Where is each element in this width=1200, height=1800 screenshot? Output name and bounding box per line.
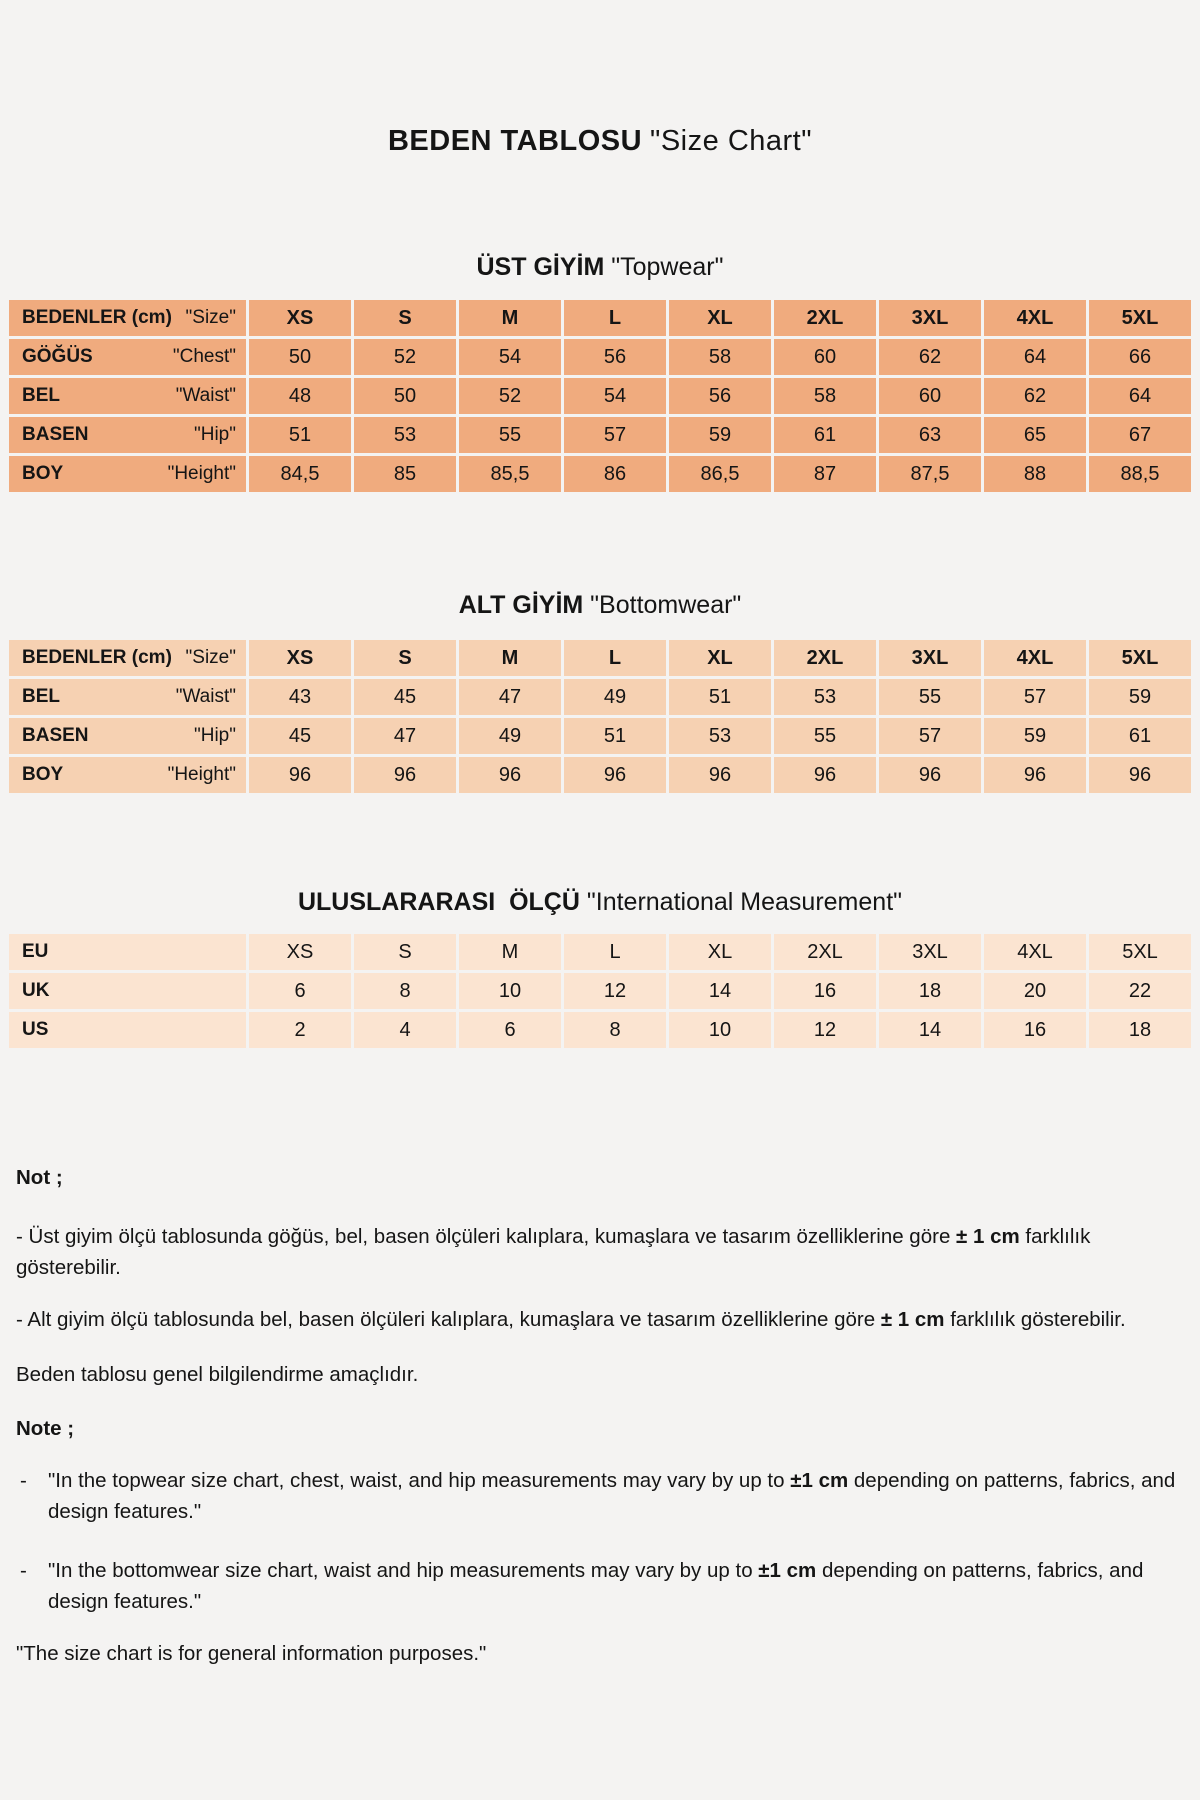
size-value-cell: L	[564, 640, 666, 676]
size-value-cell: 67	[1089, 417, 1191, 453]
size-value-cell: 45	[249, 718, 351, 754]
international-heading-turkish: ULUSLARARASI ÖLÇÜ	[297, 888, 580, 916]
general-purpose-note: "The size chart is for general information purposes."	[16, 1642, 487, 1665]
size-value-cell: 18	[879, 973, 981, 1009]
bullet-dash: -	[20, 1559, 27, 1582]
size-value-cell: 64	[1089, 378, 1191, 414]
size-value-cell: 96	[459, 757, 561, 793]
row-label-turkish: GÖĞÜS	[22, 346, 93, 367]
note-text-segment: "In the bottomwear size chart, waist and hip measurements may vary by up to	[48, 1559, 759, 1582]
size-value-cell: XL	[669, 934, 771, 970]
size-value-cell: 2XL	[774, 934, 876, 970]
row-label-english: "Size"	[185, 647, 236, 668]
size-value-cell: 14	[879, 1012, 981, 1048]
section-topwear	[0, 252, 1200, 492]
size-value-cell: 3XL	[879, 640, 981, 676]
section-bottomwear	[0, 590, 1200, 793]
size-value-cell: 48	[249, 378, 351, 414]
size-value-cell: 65	[984, 417, 1086, 453]
size-value-cell: 96	[354, 757, 456, 793]
size-value-cell: 96	[249, 757, 351, 793]
size-value-cell: 10	[669, 1012, 771, 1048]
size-value-cell: 8	[564, 1012, 666, 1048]
size-value-cell: 4XL	[984, 300, 1086, 336]
english-note-topwear	[16, 1465, 1184, 1527]
size-value-cell: 58	[669, 339, 771, 375]
size-value-cell: 59	[669, 417, 771, 453]
size-value-cell: 5XL	[1089, 300, 1191, 336]
size-value-cell: XS	[249, 934, 351, 970]
table-row	[9, 339, 1191, 375]
size-value-cell: 58	[774, 378, 876, 414]
size-value-cell: 2	[249, 1012, 351, 1048]
size-value-cell: 87,5	[879, 456, 981, 492]
size-value-cell: M	[459, 934, 561, 970]
row-label-cell	[9, 757, 246, 793]
size-value-cell: 66	[1089, 339, 1191, 375]
size-value-cell: 47	[354, 718, 456, 754]
size-value-cell: 10	[459, 973, 561, 1009]
size-value-cell: 43	[249, 679, 351, 715]
size-value-cell: 49	[459, 718, 561, 754]
table-row	[9, 679, 1191, 715]
row-label-turkish: UK	[22, 980, 50, 1001]
section-international	[0, 887, 1200, 1048]
size-value-cell: 64	[984, 339, 1086, 375]
row-label-english: "Hip"	[194, 725, 236, 746]
size-value-cell: 96	[564, 757, 666, 793]
size-value-cell: 86	[564, 456, 666, 492]
size-value-cell: 96	[984, 757, 1086, 793]
page-title	[0, 124, 1200, 158]
size-value-cell: 52	[354, 339, 456, 375]
row-label-cell	[9, 378, 246, 414]
row-label-english: "Height"	[167, 764, 236, 785]
row-label-turkish: BEDENLER (cm)	[22, 647, 172, 668]
turkish-note-topwear	[16, 1221, 1184, 1283]
size-value-cell: 53	[774, 679, 876, 715]
topwear-size-table	[9, 300, 1191, 492]
size-value-cell: 96	[879, 757, 981, 793]
size-value-cell: 51	[249, 417, 351, 453]
table-row	[9, 934, 1191, 970]
notes-section	[0, 1162, 1200, 1669]
size-value-cell: 61	[774, 417, 876, 453]
size-value-cell: 4	[354, 1012, 456, 1048]
size-value-cell: 16	[984, 1012, 1086, 1048]
size-value-cell: 45	[354, 679, 456, 715]
row-label-cell	[9, 300, 246, 336]
size-value-cell: 47	[459, 679, 561, 715]
size-value-cell: 88	[984, 456, 1086, 492]
size-value-cell: 12	[564, 973, 666, 1009]
row-label-english: "Waist"	[175, 385, 236, 406]
size-value-cell: 63	[879, 417, 981, 453]
note-text-segment: ± 1 cm	[880, 1308, 945, 1331]
row-label-cell	[9, 1012, 246, 1048]
topwear-heading	[0, 252, 1200, 282]
international-heading-english: "International Measurement"	[586, 888, 903, 916]
bottomwear-heading-english: "Bottomwear"	[590, 591, 742, 619]
size-value-cell: XL	[669, 300, 771, 336]
size-value-cell: 53	[669, 718, 771, 754]
english-note-bottomwear-text	[48, 1555, 1184, 1617]
size-value-cell: 62	[879, 339, 981, 375]
table-row	[9, 456, 1191, 492]
size-value-cell: 86,5	[669, 456, 771, 492]
row-label-turkish: BOY	[22, 764, 64, 785]
row-label-english: "Size"	[185, 307, 236, 328]
size-value-cell: 56	[669, 378, 771, 414]
table-row	[9, 417, 1191, 453]
size-value-cell: 2XL	[774, 640, 876, 676]
note-text-segment: ±1 cm	[758, 1559, 817, 1582]
row-label-english: "Height"	[167, 463, 236, 484]
row-label-cell	[9, 973, 246, 1009]
size-value-cell: 5XL	[1089, 934, 1191, 970]
turkish-note-bottomwear	[16, 1304, 1184, 1335]
size-value-cell: 96	[774, 757, 876, 793]
size-value-cell: 3XL	[879, 300, 981, 336]
size-value-cell: 62	[984, 378, 1086, 414]
size-value-cell: M	[459, 300, 561, 336]
size-value-cell: 2XL	[774, 300, 876, 336]
note-text-segment: farklılık gösterebilir.	[16, 1225, 1091, 1279]
size-value-cell: 54	[564, 378, 666, 414]
size-value-cell: 55	[459, 417, 561, 453]
size-value-cell: 61	[1089, 718, 1191, 754]
table-row	[9, 378, 1191, 414]
size-value-cell: S	[354, 934, 456, 970]
size-value-cell: 85	[354, 456, 456, 492]
size-value-cell: L	[564, 300, 666, 336]
size-value-cell: XL	[669, 640, 771, 676]
row-label-turkish: EU	[22, 941, 49, 962]
row-label-turkish: BEL	[22, 686, 60, 707]
size-value-cell: M	[459, 640, 561, 676]
size-value-cell: 87	[774, 456, 876, 492]
english-note-heading: Note ;	[16, 1417, 75, 1440]
size-value-cell: 59	[984, 718, 1086, 754]
size-value-cell: 84,5	[249, 456, 351, 492]
size-value-cell: 22	[1089, 973, 1191, 1009]
size-value-cell: 85,5	[459, 456, 561, 492]
heading-spacer	[580, 888, 587, 916]
note-text-segment: ±1 cm	[790, 1469, 849, 1492]
size-value-cell: 16	[774, 973, 876, 1009]
size-value-cell: XS	[249, 640, 351, 676]
size-value-cell: 55	[774, 718, 876, 754]
size-value-cell: 49	[564, 679, 666, 715]
row-label-turkish: BASEN	[22, 725, 89, 746]
table-row	[9, 718, 1191, 754]
size-value-cell: 18	[1089, 1012, 1191, 1048]
row-label-turkish: US	[22, 1019, 49, 1040]
bottomwear-heading-turkish: ALT GİYİM	[458, 591, 584, 619]
row-label-turkish: BASEN	[22, 424, 89, 445]
row-label-cell	[9, 718, 246, 754]
size-value-cell: 57	[984, 679, 1086, 715]
size-value-cell: 54	[459, 339, 561, 375]
size-value-cell: 52	[459, 378, 561, 414]
table-row	[9, 973, 1191, 1009]
table-row	[9, 1012, 1191, 1048]
note-text-segment: depending on patterns, fabrics, and design features."	[48, 1469, 1176, 1523]
size-value-cell: 50	[354, 378, 456, 414]
size-value-cell: 8	[354, 973, 456, 1009]
topwear-heading-turkish: ÜST GİYİM	[476, 253, 605, 281]
row-label-cell	[9, 934, 246, 970]
page-title-turkish: BEDEN TABLOSU	[387, 125, 643, 157]
size-value-cell: S	[354, 640, 456, 676]
bottomwear-size-table	[9, 640, 1191, 793]
size-value-cell: 6	[249, 973, 351, 1009]
size-value-cell: S	[354, 300, 456, 336]
row-label-cell	[9, 417, 246, 453]
size-value-cell: 50	[249, 339, 351, 375]
row-label-english: "Waist"	[175, 686, 236, 707]
row-label-english: "Hip"	[194, 424, 236, 445]
row-label-turkish: BOY	[22, 463, 64, 484]
note-text-segment: farklılık gösterebilir.	[944, 1308, 1126, 1331]
size-value-cell: 5XL	[1089, 640, 1191, 676]
table-row	[9, 757, 1191, 793]
note-text-segment: ± 1 cm	[956, 1225, 1020, 1248]
table-header-row	[9, 300, 1191, 336]
row-label-cell	[9, 456, 246, 492]
size-value-cell: 57	[564, 417, 666, 453]
size-value-cell: 4XL	[984, 934, 1086, 970]
english-note-topwear-text	[48, 1465, 1184, 1527]
note-text-segment: "In the topwear size chart, chest, waist, and hip measurements may vary by up to	[48, 1469, 791, 1492]
size-value-cell: 60	[774, 339, 876, 375]
international-size-table	[9, 934, 1191, 1048]
table-header-row	[9, 640, 1191, 676]
size-value-cell: L	[564, 934, 666, 970]
turkish-note-heading: Not ;	[16, 1166, 63, 1189]
size-value-cell: 56	[564, 339, 666, 375]
size-value-cell: 96	[1089, 757, 1191, 793]
turkish-general-note: Beden tablosu genel bilgilendirme amaçlıdır.	[16, 1363, 419, 1386]
topwear-heading-english: "Topwear"	[611, 253, 724, 281]
row-label-cell	[9, 339, 246, 375]
note-text-segment: - Alt giyim ölçü tablosunda bel, basen ölçüleri kalıplara, kumaşlara ve tasarım özelliklerine göre	[16, 1308, 881, 1331]
size-value-cell: 3XL	[879, 934, 981, 970]
size-value-cell: 53	[354, 417, 456, 453]
row-label-cell	[9, 640, 246, 676]
size-value-cell: 59	[1089, 679, 1191, 715]
size-value-cell: 88,5	[1089, 456, 1191, 492]
size-value-cell: 55	[879, 679, 981, 715]
size-value-cell: 14	[669, 973, 771, 1009]
size-value-cell: 51	[564, 718, 666, 754]
row-label-turkish: BEL	[22, 385, 60, 406]
bullet-dash: -	[20, 1469, 27, 1492]
note-text-segment: depending on patterns, fabrics, and design features."	[48, 1559, 1144, 1613]
size-value-cell: 6	[459, 1012, 561, 1048]
note-text-segment: - Üst giyim ölçü tablosunda göğüs, bel, basen ölçüleri kalıplara, kumaşlara ve tasarım özelliklerine göre	[16, 1225, 957, 1248]
size-value-cell: 4XL	[984, 640, 1086, 676]
size-value-cell: 51	[669, 679, 771, 715]
row-label-cell	[9, 679, 246, 715]
row-label-english: "Chest"	[172, 346, 236, 367]
page-title-english: "Size Chart"	[650, 125, 813, 157]
english-note-bottomwear	[16, 1555, 1184, 1617]
size-value-cell: 60	[879, 378, 981, 414]
size-value-cell: XS	[249, 300, 351, 336]
row-label-turkish: BEDENLER (cm)	[22, 307, 172, 328]
bottomwear-heading	[0, 590, 1200, 620]
international-heading	[0, 887, 1200, 917]
size-value-cell: 96	[669, 757, 771, 793]
size-value-cell: 57	[879, 718, 981, 754]
size-value-cell: 20	[984, 973, 1086, 1009]
size-value-cell: 12	[774, 1012, 876, 1048]
